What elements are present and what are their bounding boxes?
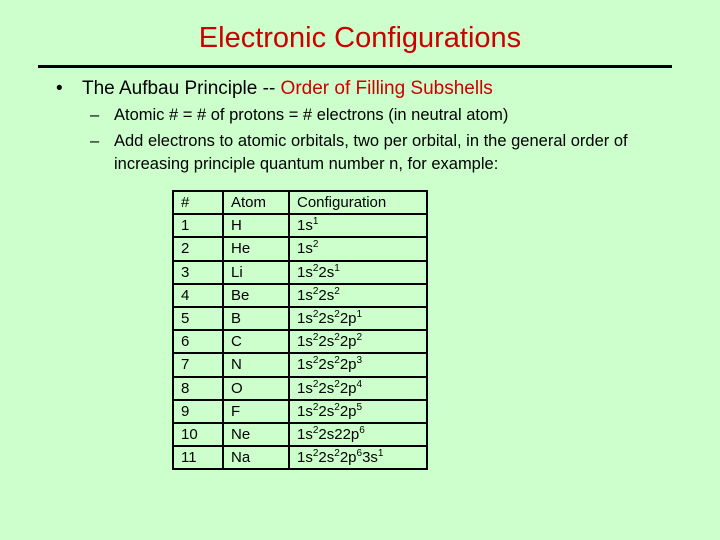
electron-count: 2 — [312, 424, 319, 436]
orbital-label: 2s — [318, 356, 335, 374]
configuration-table-body — [173, 191, 427, 469]
orbital-label: 2s — [318, 379, 335, 397]
subpoint-dash: – — [90, 106, 100, 124]
cell-atomic-number: 7 — [173, 353, 223, 376]
electron-count: 1 — [312, 216, 319, 228]
electron-count: 2 — [312, 239, 319, 251]
cell-atomic-number: 10 — [173, 423, 223, 446]
orbital-label: 2s — [318, 310, 335, 328]
cell-configuration — [289, 330, 427, 353]
orbital-label: 2p — [339, 379, 357, 397]
orbital-label: 2s — [318, 286, 335, 304]
cell-configuration — [289, 307, 427, 330]
main-bullet — [56, 78, 493, 100]
cell-atomic-number: 4 — [173, 284, 223, 307]
cell-configuration — [289, 377, 427, 400]
header-configuration: Configuration — [289, 191, 427, 214]
electron-count: 2 — [312, 309, 319, 321]
orbital-label: 1s — [297, 425, 313, 443]
table-row — [173, 423, 427, 446]
electron-count: 2 — [334, 378, 340, 390]
cell-atomic-number: 1 — [173, 214, 223, 237]
orbital-label: 2p — [339, 402, 357, 420]
orbital-label: 2p — [339, 310, 357, 328]
cell-atom-symbol: O — [223, 377, 289, 400]
electron-count: 5 — [356, 401, 363, 413]
table-row — [173, 446, 427, 469]
electron-count: 4 — [356, 378, 363, 390]
electron-count: 3 — [356, 355, 363, 367]
table-row — [173, 261, 427, 284]
cell-atom-symbol: C — [223, 330, 289, 353]
cell-atomic-number: 11 — [173, 446, 223, 469]
header-number: # — [173, 191, 223, 214]
electron-count: 2 — [334, 309, 340, 321]
electron-count: 2 — [334, 448, 340, 460]
table-row — [173, 307, 427, 330]
table-row — [173, 237, 427, 260]
orbital-label: 1s — [297, 240, 313, 258]
cell-configuration — [289, 214, 427, 237]
cell-configuration — [289, 423, 427, 446]
electron-count: 6 — [359, 424, 365, 436]
cell-configuration — [289, 400, 427, 423]
cell-atom-symbol: Be — [223, 284, 289, 307]
configuration-table — [172, 190, 428, 470]
title-divider — [38, 65, 672, 68]
electron-count: 2 — [334, 355, 340, 367]
orbital-label: 1s — [297, 402, 313, 420]
bullet-marker: • — [56, 78, 63, 99]
cell-atom-symbol: Li — [223, 261, 289, 284]
orbital-label: 1s — [297, 379, 313, 397]
subpoint-filling-order — [90, 130, 670, 176]
orbital-label: 2s22p — [318, 425, 360, 443]
header-atom: Atom — [223, 191, 289, 214]
electron-count: 2 — [312, 448, 319, 460]
slide-title: Electronic Configurations — [198, 22, 522, 54]
orbital-label: 2p — [339, 449, 357, 467]
subpoint-dash: – — [90, 132, 100, 150]
cell-atomic-number: 6 — [173, 330, 223, 353]
electron-count: 1 — [356, 309, 363, 321]
cell-atom-symbol: F — [223, 400, 289, 423]
orbital-label: 1s — [297, 286, 313, 304]
cell-atom-symbol: B — [223, 307, 289, 330]
orbital-label: 2s — [318, 333, 335, 351]
bullet-lead-text: The Aufbau Principle -- — [82, 78, 281, 99]
orbital-label: 1s — [297, 356, 313, 374]
table-row — [173, 214, 427, 237]
cell-atom-symbol: Na — [223, 446, 289, 469]
orbital-label: 1s — [297, 333, 313, 351]
electron-count: 1 — [377, 448, 384, 460]
electron-count: 6 — [356, 448, 363, 460]
cell-configuration — [289, 284, 427, 307]
electron-count: 2 — [312, 378, 319, 390]
electron-count: 2 — [356, 332, 363, 344]
cell-atom-symbol: Ne — [223, 423, 289, 446]
table-row — [173, 377, 427, 400]
subpoint-text: Add electrons to atomic orbitals, two per orbital, in the general order of increasing principle quantum number n, for example: — [114, 132, 628, 173]
cell-configuration — [289, 261, 427, 284]
electron-count: 2 — [312, 262, 319, 274]
orbital-label: 2s — [318, 263, 335, 281]
electron-count: 2 — [312, 401, 319, 413]
orbital-label: 2p — [339, 333, 357, 351]
cell-configuration — [289, 237, 427, 260]
cell-atomic-number: 8 — [173, 377, 223, 400]
cell-configuration — [289, 446, 427, 469]
subpoint-text: Atomic # = # of protons = # electrons (in neutral atom) — [114, 106, 509, 124]
cell-atom-symbol: N — [223, 353, 289, 376]
orbital-label: 2p — [339, 356, 357, 374]
bullet-highlight-text: Order of Filling Subshells — [280, 78, 493, 99]
orbital-label: 3s — [362, 449, 378, 467]
orbital-label: 2s — [318, 449, 335, 467]
cell-configuration — [289, 353, 427, 376]
cell-atom-symbol: H — [223, 214, 289, 237]
electron-count: 2 — [312, 332, 319, 344]
subpoint-atomic-number — [90, 104, 508, 127]
electron-count: 2 — [334, 401, 340, 413]
electron-count: 2 — [312, 285, 319, 297]
table-row — [173, 353, 427, 376]
cell-atomic-number: 2 — [173, 237, 223, 260]
table-header-row — [173, 191, 427, 214]
cell-atomic-number: 9 — [173, 400, 223, 423]
electron-count: 2 — [334, 332, 340, 344]
cell-atom-symbol: He — [223, 237, 289, 260]
cell-atomic-number: 3 — [173, 261, 223, 284]
table-row — [173, 284, 427, 307]
orbital-label: 1s — [297, 449, 313, 467]
table-row — [173, 330, 427, 353]
table-row — [173, 400, 427, 423]
orbital-label: 2s — [318, 402, 335, 420]
electron-count: 2 — [312, 355, 319, 367]
electron-count: 2 — [334, 285, 340, 297]
orbital-label: 1s — [297, 217, 313, 235]
electron-count: 1 — [334, 262, 340, 274]
orbital-label: 1s — [297, 310, 313, 328]
orbital-label: 1s — [297, 263, 313, 281]
cell-atomic-number: 5 — [173, 307, 223, 330]
